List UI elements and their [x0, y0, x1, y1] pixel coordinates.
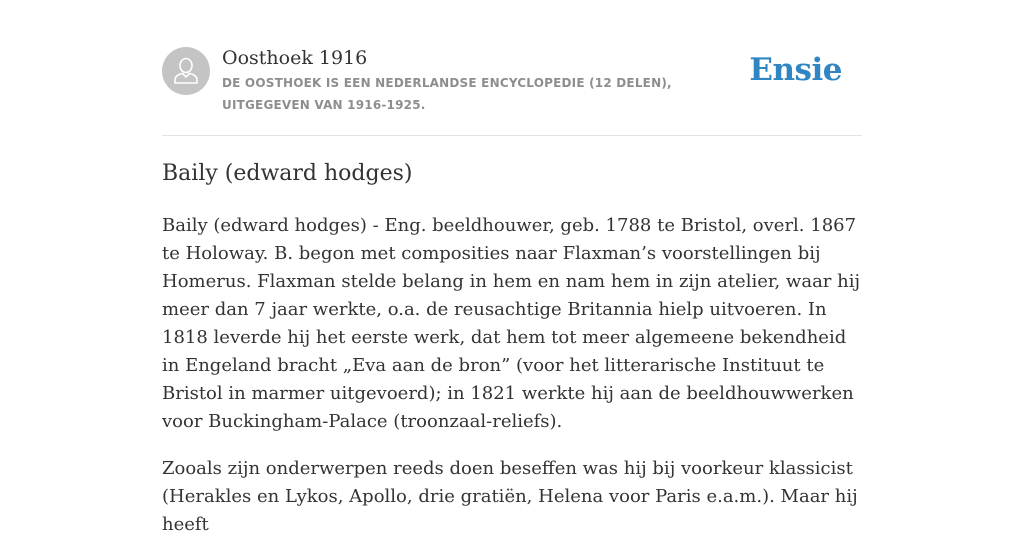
article-title: Baily (edward hodges): [162, 161, 413, 186]
avatar[interactable]: [162, 47, 210, 95]
source-header: [162, 46, 862, 118]
source-title[interactable]: Oosthoek 1916: [222, 47, 368, 69]
brand-logo[interactable]: Ensie: [749, 52, 842, 88]
divider: [162, 135, 862, 136]
user-placeholder-icon: [162, 47, 210, 95]
source-description: DE OOSTHOEK IS EEN NEDERLANDSE ENCYCLOPEDIE (12 DELEN), UITGEGEVEN VAN 1916-1925.: [222, 76, 672, 112]
article-paragraph: Zooals zijn onderwerpen reeds doen beseffen was hij bij voorkeur klassicist (Herakles en Lykos, Apollo, drie gratiën, Helena voor Paris e.a.m.). Maar hij heeft: [162, 458, 858, 535]
article-body: [162, 212, 866, 558]
article-paragraph: Baily (edward hodges) - Eng. beeldhouwer, geb. 1788 te Bristol, overl. 1867 te Holoway. B. begon met composities naar Flaxman’s voorstellingen bij Homerus. Flaxman stelde belang in hem en nam hem in zijn atelier, waar hij meer dan 7 jaar werkte, o.a. de reusachtige Britannia hielp uitvoeren. In 1818 leverde hij het eerste werk, dat hem tot meer algemeene bekendheid in Engeland bracht „Eva aan de bron” (voor het litterarische Instituut te Bristol in marmer uitgevoerd); in 1821 werkte hij aan de beeldhouwwerken voor Buckingham-Palace (troonzaal-reliefs).: [162, 215, 861, 432]
